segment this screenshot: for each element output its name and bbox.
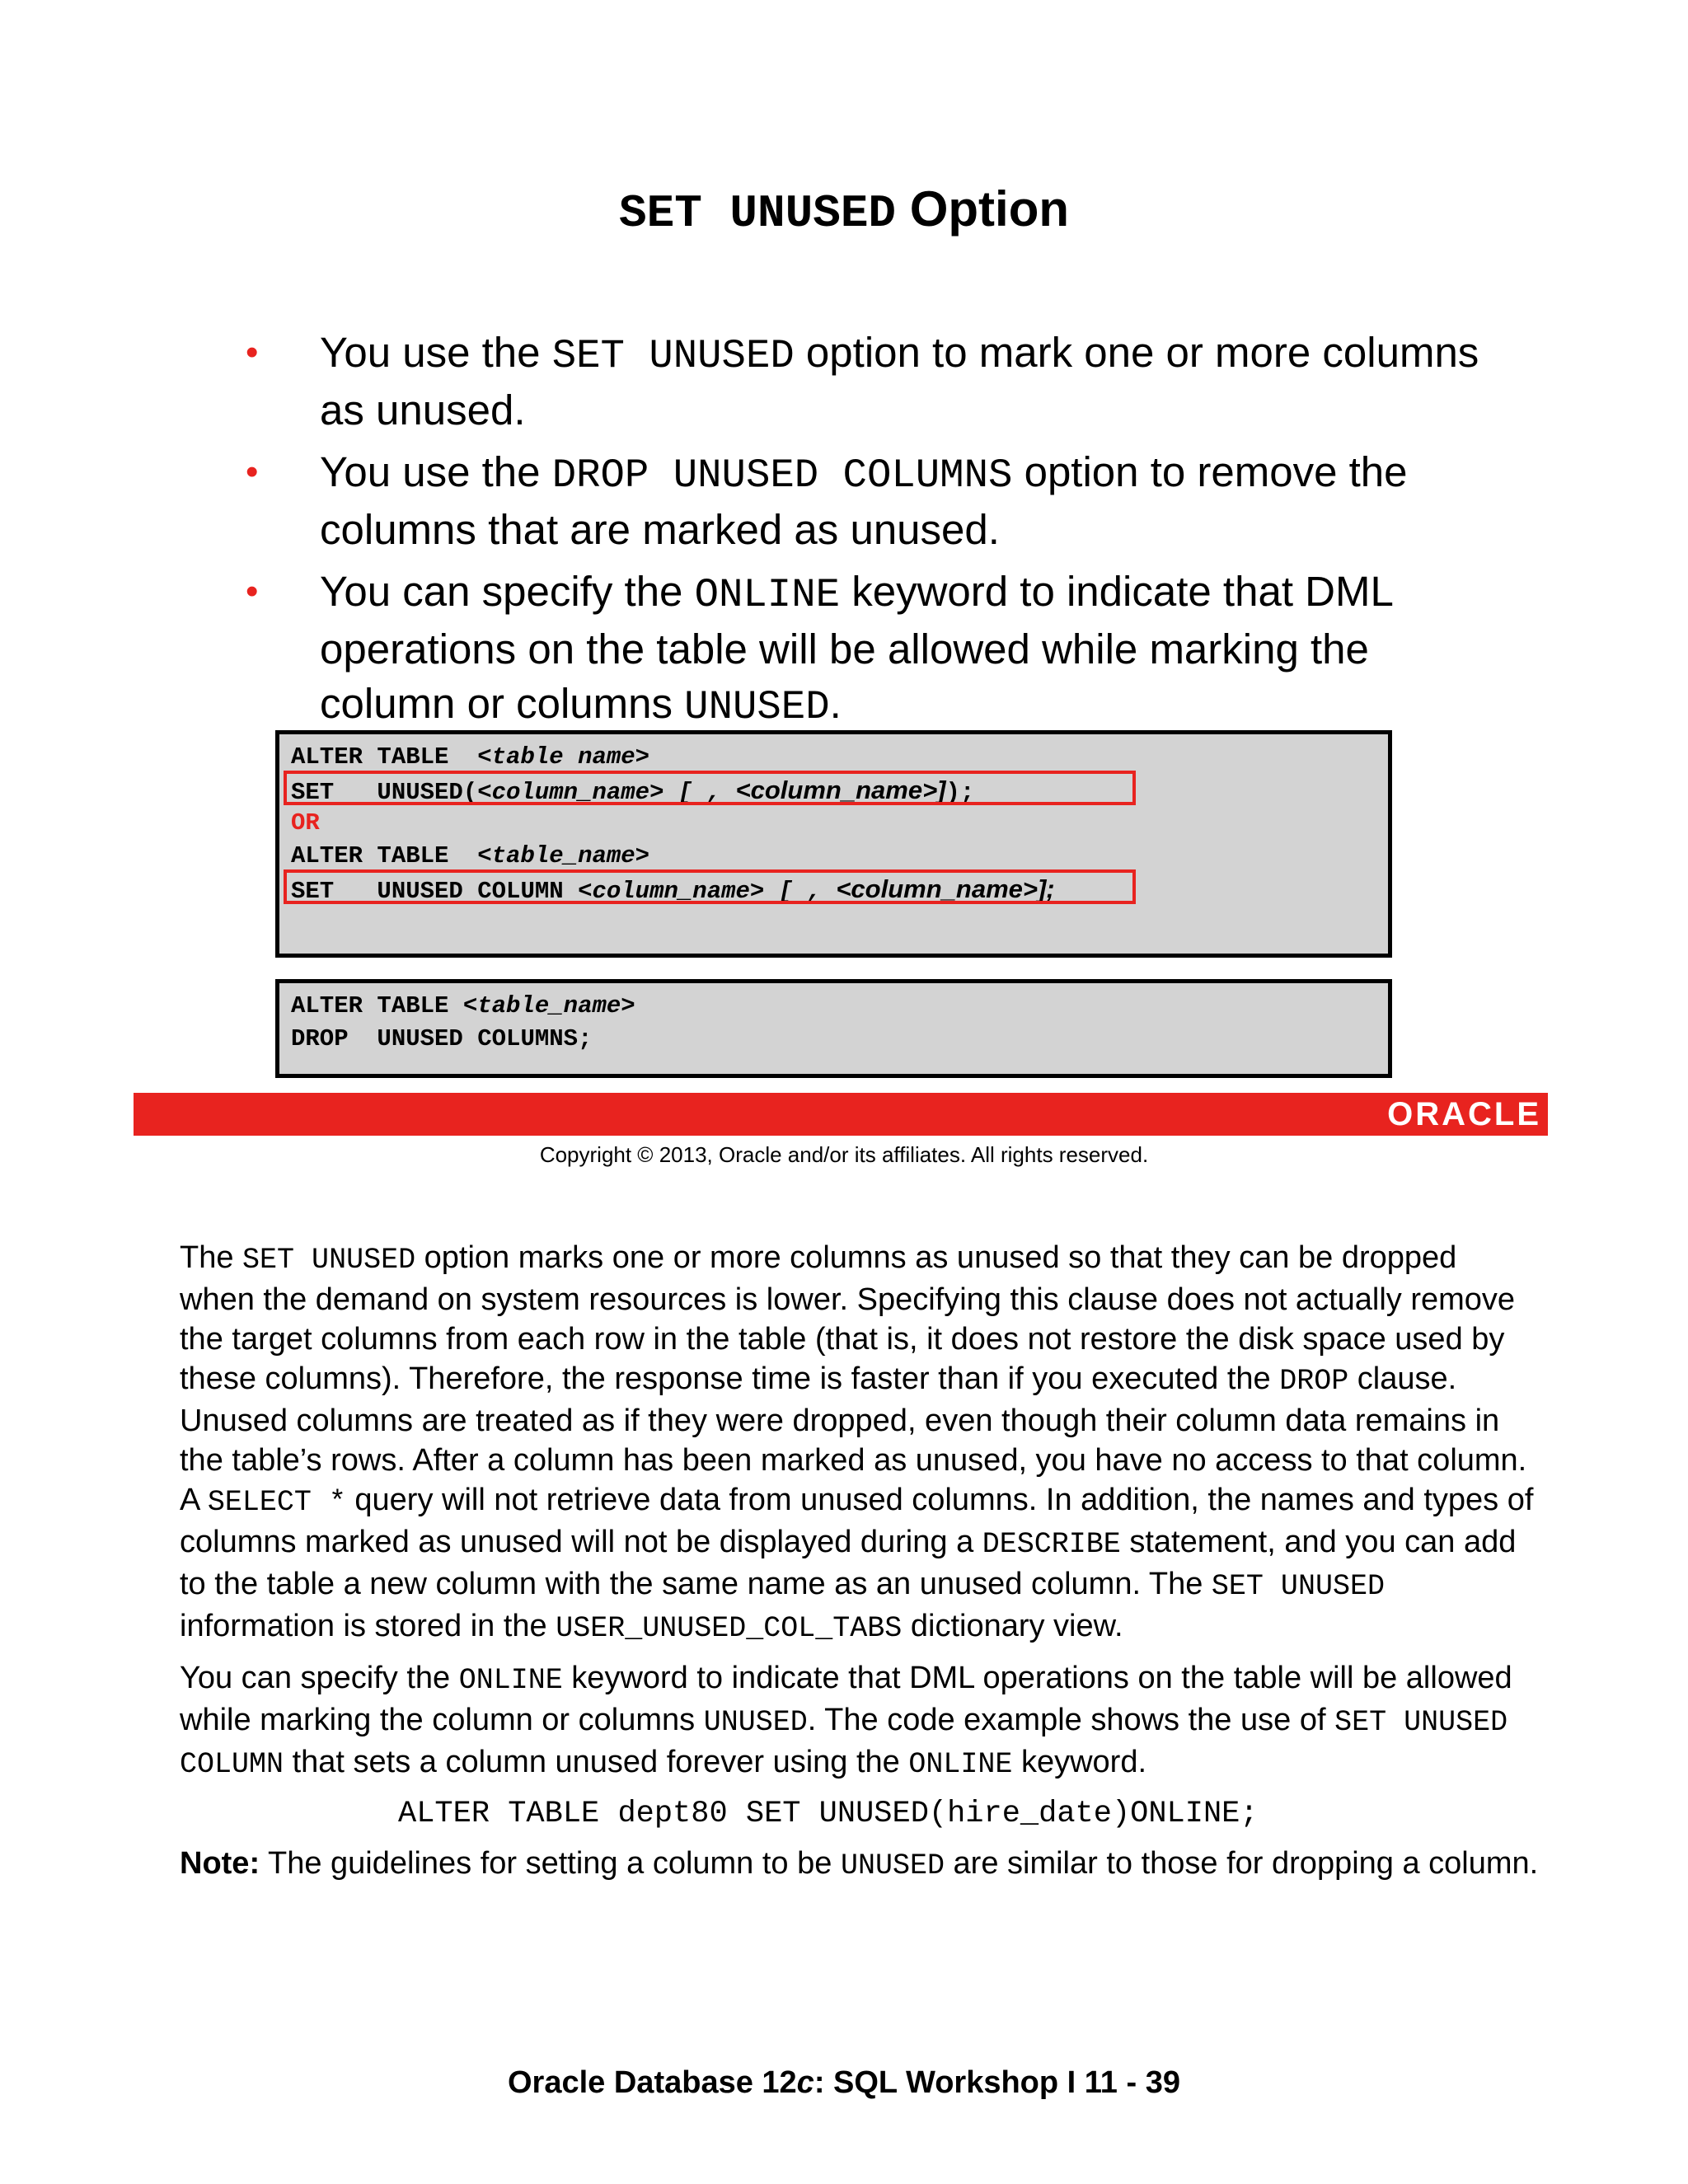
text-run: . The code example shows the use of — [807, 1703, 1335, 1737]
bullet-item — [244, 326, 1480, 438]
brand-bar — [134, 1093, 1548, 1136]
inline-code: SET UNUSED COLUMN — [180, 1706, 1508, 1781]
inline-code: SET UNUSED — [1211, 1570, 1385, 1603]
text-run: statement, and you can add to the table a new column with the same name as an unused column. The — [180, 1525, 1517, 1601]
text-run: You can specify the — [180, 1661, 459, 1695]
slide-title — [0, 180, 1688, 243]
text-run: keyword to indicate that DML operations on the table will be allowed while marking the column or columns — [180, 1661, 1512, 1737]
copyright: Copyright © 2013, Oracle and/or its affiliates. All rights reserved. — [539, 1142, 1149, 1167]
bullet-code: UNUSED — [684, 684, 830, 730]
bullet-code: SET UNUSED — [551, 333, 795, 379]
inline-code: ONLINE — [908, 1748, 1013, 1781]
notes-paragraph-1 — [180, 1238, 1540, 1648]
code-line — [291, 807, 1376, 840]
text-run: option marks one or more columns as unused so that they can be dropped when the demand on system resources is lower. Specifying this clause does not actually remove the target columns from each row in the table (that is, it does not restore the disk space used by these columns). Therefore, the response time is faster than if you executed the — [180, 1240, 1516, 1396]
inline-code: ONLINE — [458, 1664, 563, 1697]
or-keyword: OR — [291, 809, 320, 837]
text-run: that sets a column unused forever using the — [284, 1745, 909, 1779]
inline-code: DROP — [1279, 1365, 1349, 1398]
code-line: DROP UNUSED COLUMNS; — [291, 1025, 593, 1052]
title-text: Option — [909, 181, 1069, 237]
bullet-icon: • — [246, 571, 259, 612]
notes — [180, 1238, 1540, 1896]
bullet-text: option to remove the columns that are marked as unused. — [320, 448, 1408, 553]
bullet-text: . — [829, 680, 842, 727]
bullet-text: You use the — [320, 329, 552, 376]
bullet-icon: • — [246, 332, 259, 373]
code-example: ALTER TABLE dept80 SET UNUSED(hire_date)ONLINE; — [398, 1797, 1259, 1831]
title-code: SET UNUSED — [618, 187, 897, 240]
oracle-logo: ORACLE — [1387, 1096, 1541, 1132]
bullet-item — [244, 445, 1480, 557]
page-footer: Oracle Database 12c: SQL Workshop I 11 - 39 — [508, 2065, 1180, 2100]
inline-code: UNUSED — [703, 1706, 808, 1739]
code-line: ALTER TABLE <table_name> — [291, 842, 650, 869]
drop-code-box — [275, 979, 1392, 1078]
bullet-code: ONLINE — [694, 572, 841, 618]
inline-code: USER_UNUSED_COL_TABS — [556, 1612, 903, 1645]
code-line: SET UNUSED(<column_name> [ , <column_name>]); — [291, 776, 975, 806]
notes-paragraph-2 — [180, 1658, 1540, 1784]
bullet-item — [244, 565, 1480, 734]
text-run: The — [180, 1240, 243, 1275]
inline-code: SELECT * — [207, 1486, 346, 1519]
inline-code: DESCRIBE — [982, 1528, 1121, 1561]
text-run: information is stored in the — [180, 1609, 556, 1643]
bullet-text: option to mark one or more columns as unused. — [320, 329, 1479, 434]
highlight-box — [284, 771, 1136, 805]
text-run: clause. Unused columns are treated as if they were dropped, even though their column data remains in the table’s rows. After a column has been marked as unused, you have no access to that column. A — [180, 1361, 1527, 1517]
bullet-text: You use the — [320, 448, 552, 495]
note-paragraph: Note: The guidelines for setting a column to be UNUSED are similar to those for dropping a column. — [180, 1846, 1539, 1882]
code-line: ALTER TABLE <table name> — [291, 743, 650, 771]
syntax-code-box — [275, 730, 1392, 958]
bullet-icon: • — [246, 452, 259, 492]
note-label: Note: — [180, 1846, 260, 1881]
code-line: ALTER TABLE <table_name> — [291, 992, 635, 1019]
code-line: SET UNUSED COLUMN <column_name> [ , <column_name>]; — [291, 874, 1055, 905]
bullet-text: keyword to indicate that DML operations on the table will be allowed while marking the column or columns — [320, 568, 1392, 727]
text-run: dictionary view. — [902, 1609, 1123, 1643]
highlight-box — [284, 869, 1136, 904]
bullet-text: You can specify the — [320, 568, 695, 615]
inline-code: SET UNUSED — [242, 1244, 416, 1277]
bullet-code: DROP UNUSED COLUMNS — [551, 452, 1013, 499]
text-run: query will not retrieve data from unused columns. In addition, the names and types of columns marked as unused will not be displayed during a — [180, 1483, 1534, 1559]
text-run: keyword. — [1012, 1745, 1147, 1779]
bullet-list — [244, 326, 1480, 742]
